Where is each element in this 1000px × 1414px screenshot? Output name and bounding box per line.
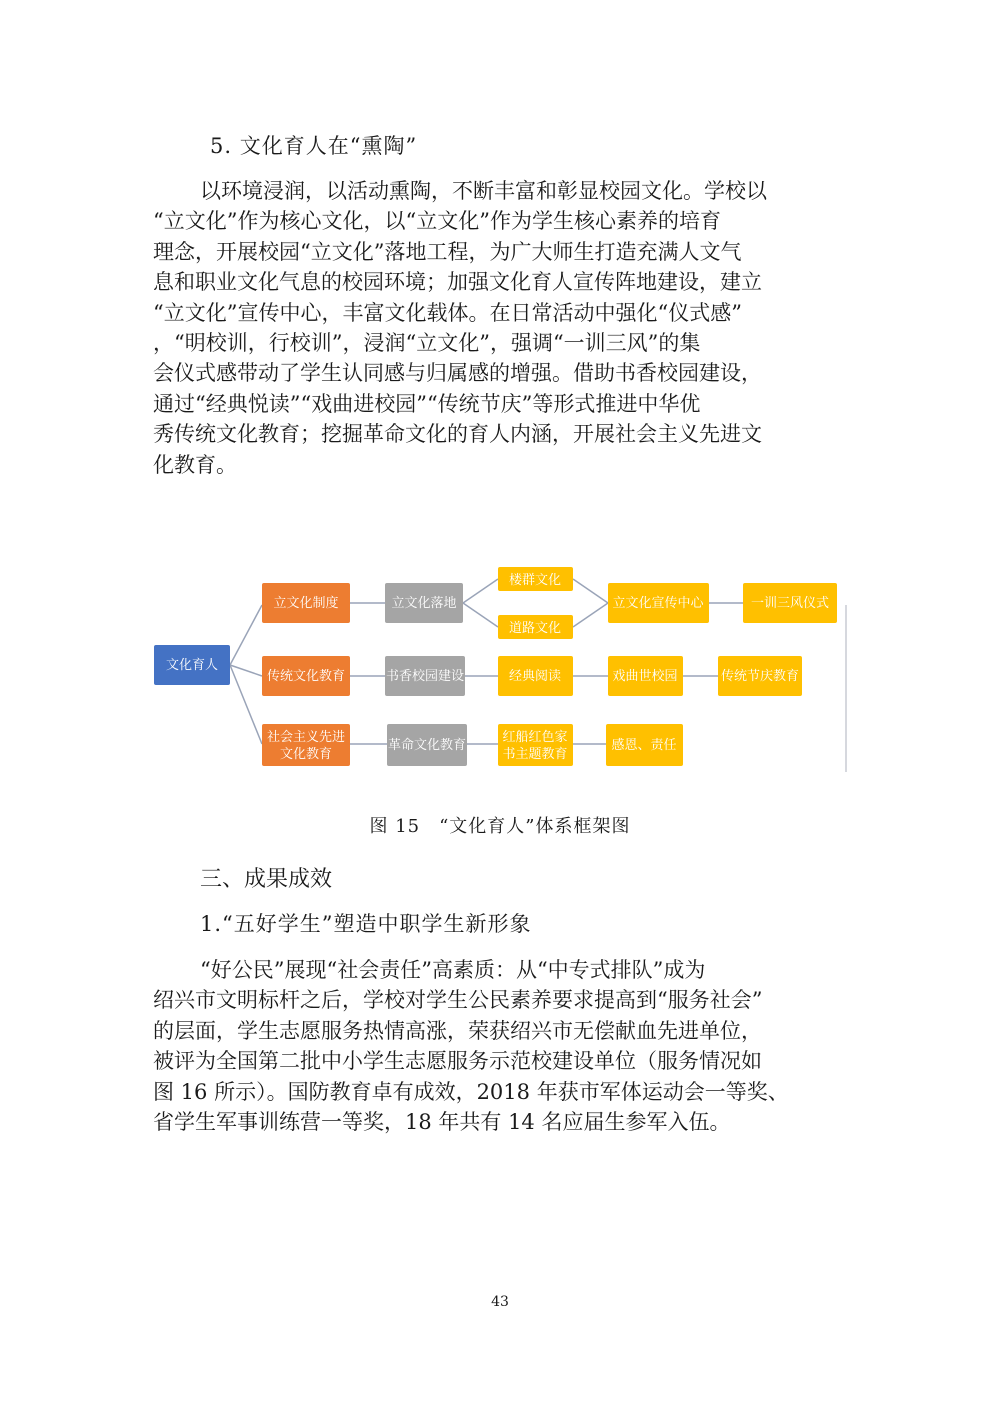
para-line: 息和职业文化气息的校园环境；加强文化育人宣传阵地建设，建立 xyxy=(153,270,762,295)
node-book-campus-label: 书香校园建设 xyxy=(385,669,465,684)
page-number: 43 xyxy=(491,1294,509,1310)
node-traditional-culture-label: 传统文化教育 xyxy=(266,669,346,684)
para-line: 会仪式感带动了学生认同感与归属感的增强。借助书香校园建设， xyxy=(153,361,762,386)
para-line: “立文化”宣传中心，丰富文化载体。在日常活动中强化“仪式感” xyxy=(153,300,742,325)
node-classic-reading-label: 经典阅读 xyxy=(508,669,562,684)
para-line: “立文化”作为核心文化，以“立文化”作为学生核心素养的培育 xyxy=(153,209,721,234)
para-line: 省学生军事训练营一等奖，18 年共有 14 名应届生参军入伍。 xyxy=(153,1109,731,1134)
node-socialist-culture-label-2: 文化教育 xyxy=(279,747,333,762)
heading-5: 5. 文化育人在“熏陶” xyxy=(210,134,418,158)
section-title: 三、成果成效 xyxy=(200,867,333,892)
figure-caption: 图 15 “文化育人”体系框架图 xyxy=(369,816,631,837)
para-line: 秀传统文化教育；挖掘革命文化的育人内涵，开展社会主义先进文 xyxy=(153,422,762,447)
node-road-culture-label: 道路文化 xyxy=(508,621,562,636)
para-line: “好公民”展现“社会责任”高素质：从“中专式排队”成为 xyxy=(200,958,706,982)
node-landing-label: 立文化落地 xyxy=(391,596,457,611)
para-line: 以环境浸润，以活动熏陶，不断丰富和彰显校园文化。学校以 xyxy=(200,179,767,203)
para-line: 被评为全国第二批中小学生志愿服务示范校建设单位（服务情况如 xyxy=(153,1049,762,1074)
node-building-culture-label: 楼群文化 xyxy=(508,573,562,588)
node-root-label: 文化育人 xyxy=(165,658,219,673)
node-red-boat-label-2: 书主题教育 xyxy=(502,747,568,762)
node-system-label: 立文化制度 xyxy=(273,596,339,611)
node-gratitude-label: 感恩、责任 xyxy=(611,738,677,753)
para-line: 图 16 所示）。国防教育卓有成效，2018 年获市军体运动会一等奖、 xyxy=(153,1079,789,1104)
para-line: 的层面，学生志愿服务热情高涨，荣获绍兴市无偿献血先进单位， xyxy=(153,1018,762,1043)
node-festival-education-label: 传统节庆教育 xyxy=(720,669,800,684)
node-socialist-culture-label-1: 社会主义先进 xyxy=(266,730,346,745)
node-ceremony-label: 一训三风仪式 xyxy=(750,596,830,611)
node-opera-campus-label: 戏曲世校园 xyxy=(612,669,678,684)
para-line: 理念，开展校园“立文化”落地工程，为广大师生打造充满人文气 xyxy=(153,239,742,264)
para-line: 通过“经典悦读”“戏曲进校园”“传统节庆”等形式推进中华优 xyxy=(153,391,701,416)
node-revolution-culture-label: 革命文化教育 xyxy=(387,738,467,753)
para-line: 化教育。 xyxy=(153,452,237,477)
paragraph-2 xyxy=(153,955,853,1137)
node-publicity-center-label: 立文化宣传中心 xyxy=(612,596,704,611)
node-red-boat-label-1: 红船红色家 xyxy=(502,730,568,745)
para-line: ，“明校训，行校训”，浸润“立文化”，强调“一训三风”的集 xyxy=(153,330,701,355)
heading-1: 1.“五好学生”塑造中职学生新形象 xyxy=(200,912,532,936)
para-line: 绍兴市文明标杆之后，学校对学生公民素养要求提高到“服务社会” xyxy=(153,988,763,1013)
